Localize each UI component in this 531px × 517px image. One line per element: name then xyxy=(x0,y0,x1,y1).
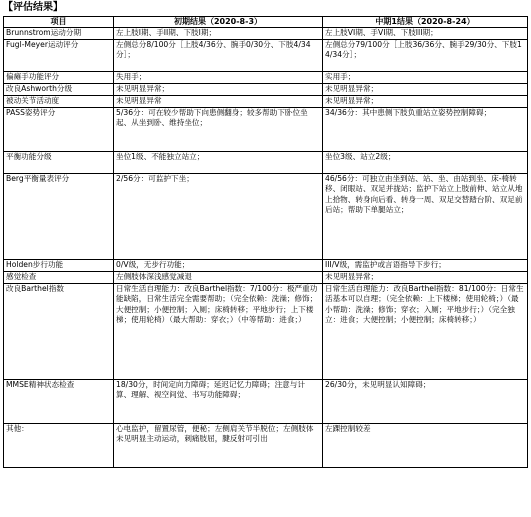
row-mid: 46/56分：可独立由坐到站、站、坐、由站到坐、床-椅转移、闭眼站、双足并拢站；监护下站立上肢前伸、站立从地上拾物、转身向后看、转身一周、双足交替踏台阶、双足前后站；帮助下单腿站立； xyxy=(323,173,528,259)
row-mid: 未见明显异常； xyxy=(323,95,528,107)
row-mid: 坐位3级、站立2级； xyxy=(323,151,528,173)
row-mid: 未见明显异常； xyxy=(323,271,528,283)
row-initial: 心电监护，留置尿管，便秘；左侧肩关节半脱位；左侧肢体未见明显主动运动，刺痛肢屈，腱反射可引出 xyxy=(114,423,323,467)
table-row xyxy=(4,423,528,467)
row-item: 改良Ashworth分级 xyxy=(4,83,114,95)
row-item: Holden步行功能 xyxy=(4,259,114,271)
row-item: PASS姿势评分 xyxy=(4,107,114,151)
row-item: 改良Barthel指数 xyxy=(4,283,114,379)
table-row xyxy=(4,71,528,83)
row-item: 被动关节活动度 xyxy=(4,95,114,107)
table-row xyxy=(4,107,528,151)
table-row xyxy=(4,379,528,423)
header-item: 项目 xyxy=(4,17,114,28)
table-header-row xyxy=(4,17,528,28)
row-mid: 26/30分，未见明显认知障碍； xyxy=(323,379,528,423)
row-item: 其他： xyxy=(4,423,114,467)
row-initial: 失用手； xyxy=(114,71,323,83)
table-row xyxy=(4,151,528,173)
row-initial: 未见明显异常 xyxy=(114,95,323,107)
table-row xyxy=(4,28,528,39)
row-mid: 34/36分：其中患侧下肢负重站立姿势控制障碍； xyxy=(323,107,528,151)
row-mid: 左侧总分79/100分［上肢36/36分、腕手29/30分、下肢14/34分］； xyxy=(323,39,528,71)
row-initial: 18/30分，时间定向力障碍；延迟记忆力障碍；注意与计算、理解、视空间觉、书写功能障碍； xyxy=(114,379,323,423)
row-mid: 实用手； xyxy=(323,71,528,83)
table-row xyxy=(4,83,528,95)
header-initial: 初期结果（2020-8-3） xyxy=(114,17,323,28)
table-row xyxy=(4,283,528,379)
row-item: Berg平衡量表评分 xyxy=(4,173,114,259)
row-initial: 左上肢I期、手II期、下肢I期； xyxy=(114,28,323,39)
row-item: 感觉检查 xyxy=(4,271,114,283)
row-mid: III/V级，需监护或言语指导下步行； xyxy=(323,259,528,271)
table-row xyxy=(4,271,528,283)
row-initial: 日常生活自理能力：改良Barthel指数：7/100分：极严重功能缺陷，日常生活完全需要帮助；（完全依赖：洗澡；修饰；大便控制；小便控制；入厕；床椅转移；平地步行；上下楼梯；使用轮椅）（最大帮助：穿衣；）（中等帮助：进食；） xyxy=(114,283,323,379)
page-title: 【评估结果】 xyxy=(3,2,63,13)
row-item: Fugl-Meyer运动评分 xyxy=(4,39,114,71)
row-initial: 左侧总分8/100分［上肢4/36分、腕手0/30分、下肢4/34分］； xyxy=(114,39,323,71)
row-item: 偏瘫手功能评分 xyxy=(4,71,114,83)
row-initial: 左侧肢体深浅感觉减退 xyxy=(114,271,323,283)
row-initial: 坐位1级、不能独立站立； xyxy=(114,151,323,173)
header-mid: 中期1结果（2020-8-24） xyxy=(323,17,528,28)
row-item: Brunnstrom运动分期 xyxy=(4,28,114,39)
table-row xyxy=(4,95,528,107)
table-row xyxy=(4,39,528,71)
row-mid: 左上肢VI期、手VI期、下肢III期； xyxy=(323,28,528,39)
row-item: 平衡功能分级 xyxy=(4,151,114,173)
table-row xyxy=(4,259,528,271)
row-initial: 0/V级，无步行功能； xyxy=(114,259,323,271)
row-mid: 左踝控制较差 xyxy=(323,423,528,467)
table-row xyxy=(4,173,528,259)
row-initial: 5/36分：可在较少帮助下向患侧翻身；较多帮助下卧位坐起、从坐到卧、维持坐位； xyxy=(114,107,323,151)
row-item: MMSE精神状态检查 xyxy=(4,379,114,423)
assessment-table xyxy=(3,16,528,468)
row-initial: 未见明显异常； xyxy=(114,83,323,95)
row-mid: 未见明显异常； xyxy=(323,83,528,95)
row-mid: 日常生活自理能力：改良Barthel指数：81/100分：日常生活基本可以自理；（完全依赖：上下楼梯；使用轮椅；）（最小帮助：洗澡；修饰；穿衣；入厕；平地步行；）（完全独立：进食；大便控制；小便控制；床椅转移；） xyxy=(323,283,528,379)
row-initial: 2/56分：可监护下坐； xyxy=(114,173,323,259)
